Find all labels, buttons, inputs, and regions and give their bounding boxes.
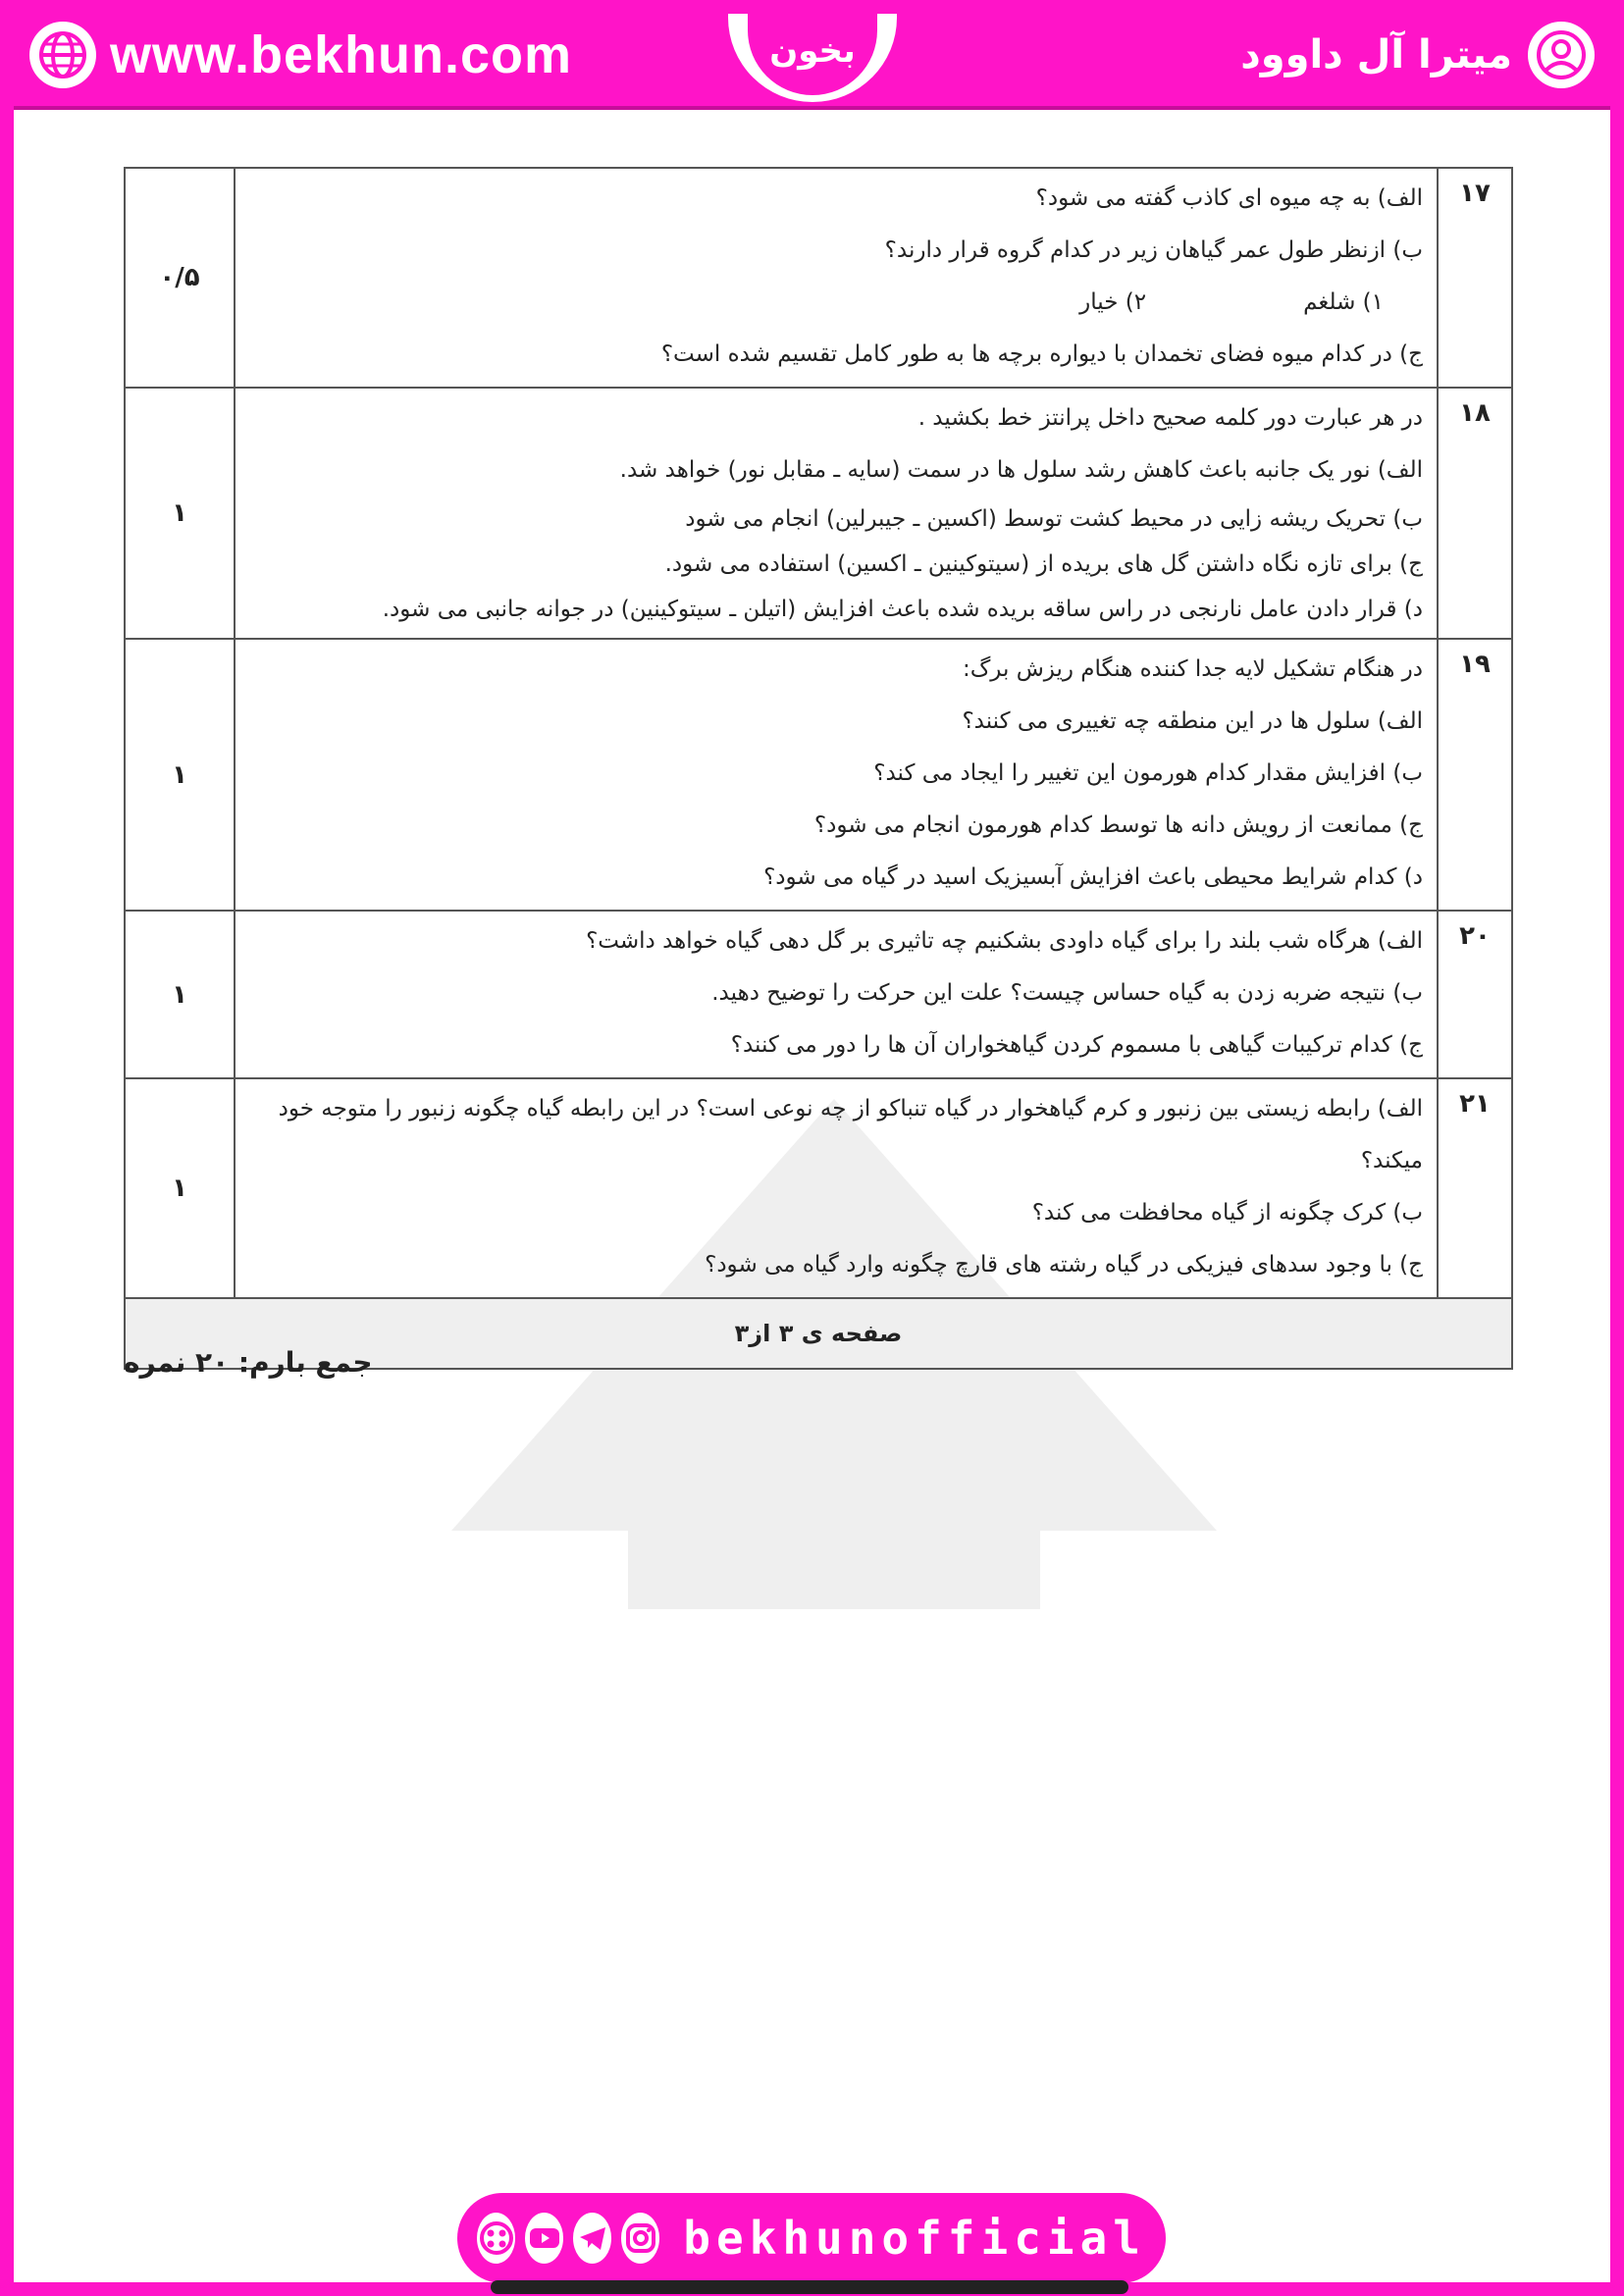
question-body	[235, 911, 1438, 1078]
question-number: ۱۸	[1438, 388, 1512, 639]
book-logo-icon	[748, 7, 877, 95]
website-link[interactable]	[29, 22, 572, 88]
question-row	[125, 639, 1512, 911]
social-bar-shadow	[491, 2280, 1128, 2294]
page-number: صفحه ی ۳ از۳	[125, 1298, 1512, 1369]
question-score: ۱	[125, 639, 235, 911]
question-line: ب) افزایش مقدار کدام هورمون این تغییر را ایجاد می کند؟	[873, 760, 1423, 786]
question-line: ج) ممانعت از رویش دانه ها توسط کدام هورمون انجام می شود؟	[813, 812, 1423, 838]
question-row	[125, 388, 1512, 639]
question-number: ۲۰	[1438, 911, 1512, 1078]
question-score: ۱	[125, 911, 235, 1078]
question-score: ۰/۵	[125, 168, 235, 388]
author-block	[1240, 22, 1595, 88]
question-line: ب) کرک چگونه از گیاه محافظت می کند؟	[1031, 1200, 1423, 1226]
question-row	[125, 168, 1512, 388]
globe-icon	[29, 22, 96, 88]
youtube-icon[interactable]	[525, 2213, 563, 2264]
question-line: میکند؟	[1360, 1148, 1423, 1174]
social-bar[interactable]	[457, 2193, 1166, 2283]
logo-text: بخون	[769, 31, 856, 71]
question-line: ج) کدام ترکیبات گیاهی با مسموم کردن گیاهخواران آن ها را دور می کنند؟	[730, 1032, 1423, 1058]
question-line: در هر عبارت دور کلمه صحیح داخل پرانتز خط بکشید .	[917, 405, 1423, 431]
question-line: الف) نور یک جانبه باعث کاهش رشد سلول ها در سمت (سایه ـ مقابل نور) خواهد شد.	[619, 457, 1423, 483]
bekhun-logo	[728, 0, 897, 102]
question-number: ۲۱	[1438, 1078, 1512, 1298]
user-icon	[1528, 22, 1595, 88]
question-line: د) قرار دادن عامل نارنجی در راس ساقه بریده شده باعث افزایش (اتیلن ـ سیتوکینین) در جوانه جانبی می شود.	[382, 597, 1423, 622]
question-line: الف) رابطه زیستی بین زنبور و کرم گیاهخوار در گیاه تنباکو از چه نوعی است؟ در این رابطه گیاه چگونه زنبور را متوجه خود	[278, 1096, 1423, 1122]
exam-table	[124, 167, 1513, 1370]
question-line: ج) با وجود سدهای فیزیکی در گیاه رشته های قارچ چگونه وارد گیاه می شود؟	[705, 1252, 1423, 1278]
question-line: در هنگام تشکیل لایه جدا کننده هنگام ریزش برگ:	[962, 656, 1423, 682]
question-number: ۱۹	[1438, 639, 1512, 911]
question-line: ب) نتیجه ضربه زدن به گیاه حساس چیست؟ علت این حرکت را توضیح دهید.	[711, 980, 1423, 1006]
question-line: الف) سلول ها در این منطقه چه تغییری می کنند؟	[962, 708, 1423, 734]
question-line: د) کدام شرایط محیطی باعث افزایش آبسیزیک اسید در گیاه می شود؟	[763, 864, 1423, 890]
question-score: ۱	[125, 388, 235, 639]
question-line: ج) برای تازه نگاه داشتن گل های بریده از (سیتوکینین ـ اکسین) استفاده می شود.	[664, 551, 1423, 577]
question-body	[235, 1078, 1438, 1298]
question-row	[125, 911, 1512, 1078]
total-score: جمع بارم: ۲۰ نمره	[124, 1346, 373, 1379]
question-line: ج) در کدام میوه فضای تخمدان با دیواره برچه ها به طور کامل تقسیم شده است؟	[660, 341, 1423, 367]
author-name: میترا آل داوود	[1240, 32, 1512, 78]
option-item: ۱) شلغم	[1303, 289, 1384, 315]
question-body	[235, 388, 1438, 639]
question-row	[125, 1078, 1512, 1298]
telegram-icon[interactable]	[573, 2213, 611, 2264]
question-line: الف) هرگاه شب بلند را برای گیاه داودی بشکنیم چه تاثیری بر گل دهی گیاه خواهد داشت؟	[586, 928, 1423, 954]
website-text: www.bekhun.com	[110, 26, 573, 84]
question-score: ۱	[125, 1078, 235, 1298]
instagram-icon[interactable]	[621, 2213, 659, 2264]
header-bar	[0, 0, 1624, 110]
option-item: ۲) خیار	[1079, 289, 1147, 315]
question-line: ب) تحریک ریشه زایی در محیط کشت توسط (اکسین ـ جیبرلین) انجام می شود	[685, 506, 1423, 532]
question-line: ب) ازنظر طول عمر گیاهان زیر در کدام گروه قرار دارند؟	[884, 237, 1423, 263]
question-body	[235, 639, 1438, 911]
options-line	[249, 277, 1423, 329]
question-line: الف) به چه میوه ای کاذب گفته می شود؟	[1035, 185, 1423, 211]
social-handle: bekhunofficial	[683, 2212, 1146, 2265]
question-body	[235, 168, 1438, 388]
aparat-icon[interactable]	[477, 2213, 515, 2264]
question-number: ۱۷	[1438, 168, 1512, 388]
